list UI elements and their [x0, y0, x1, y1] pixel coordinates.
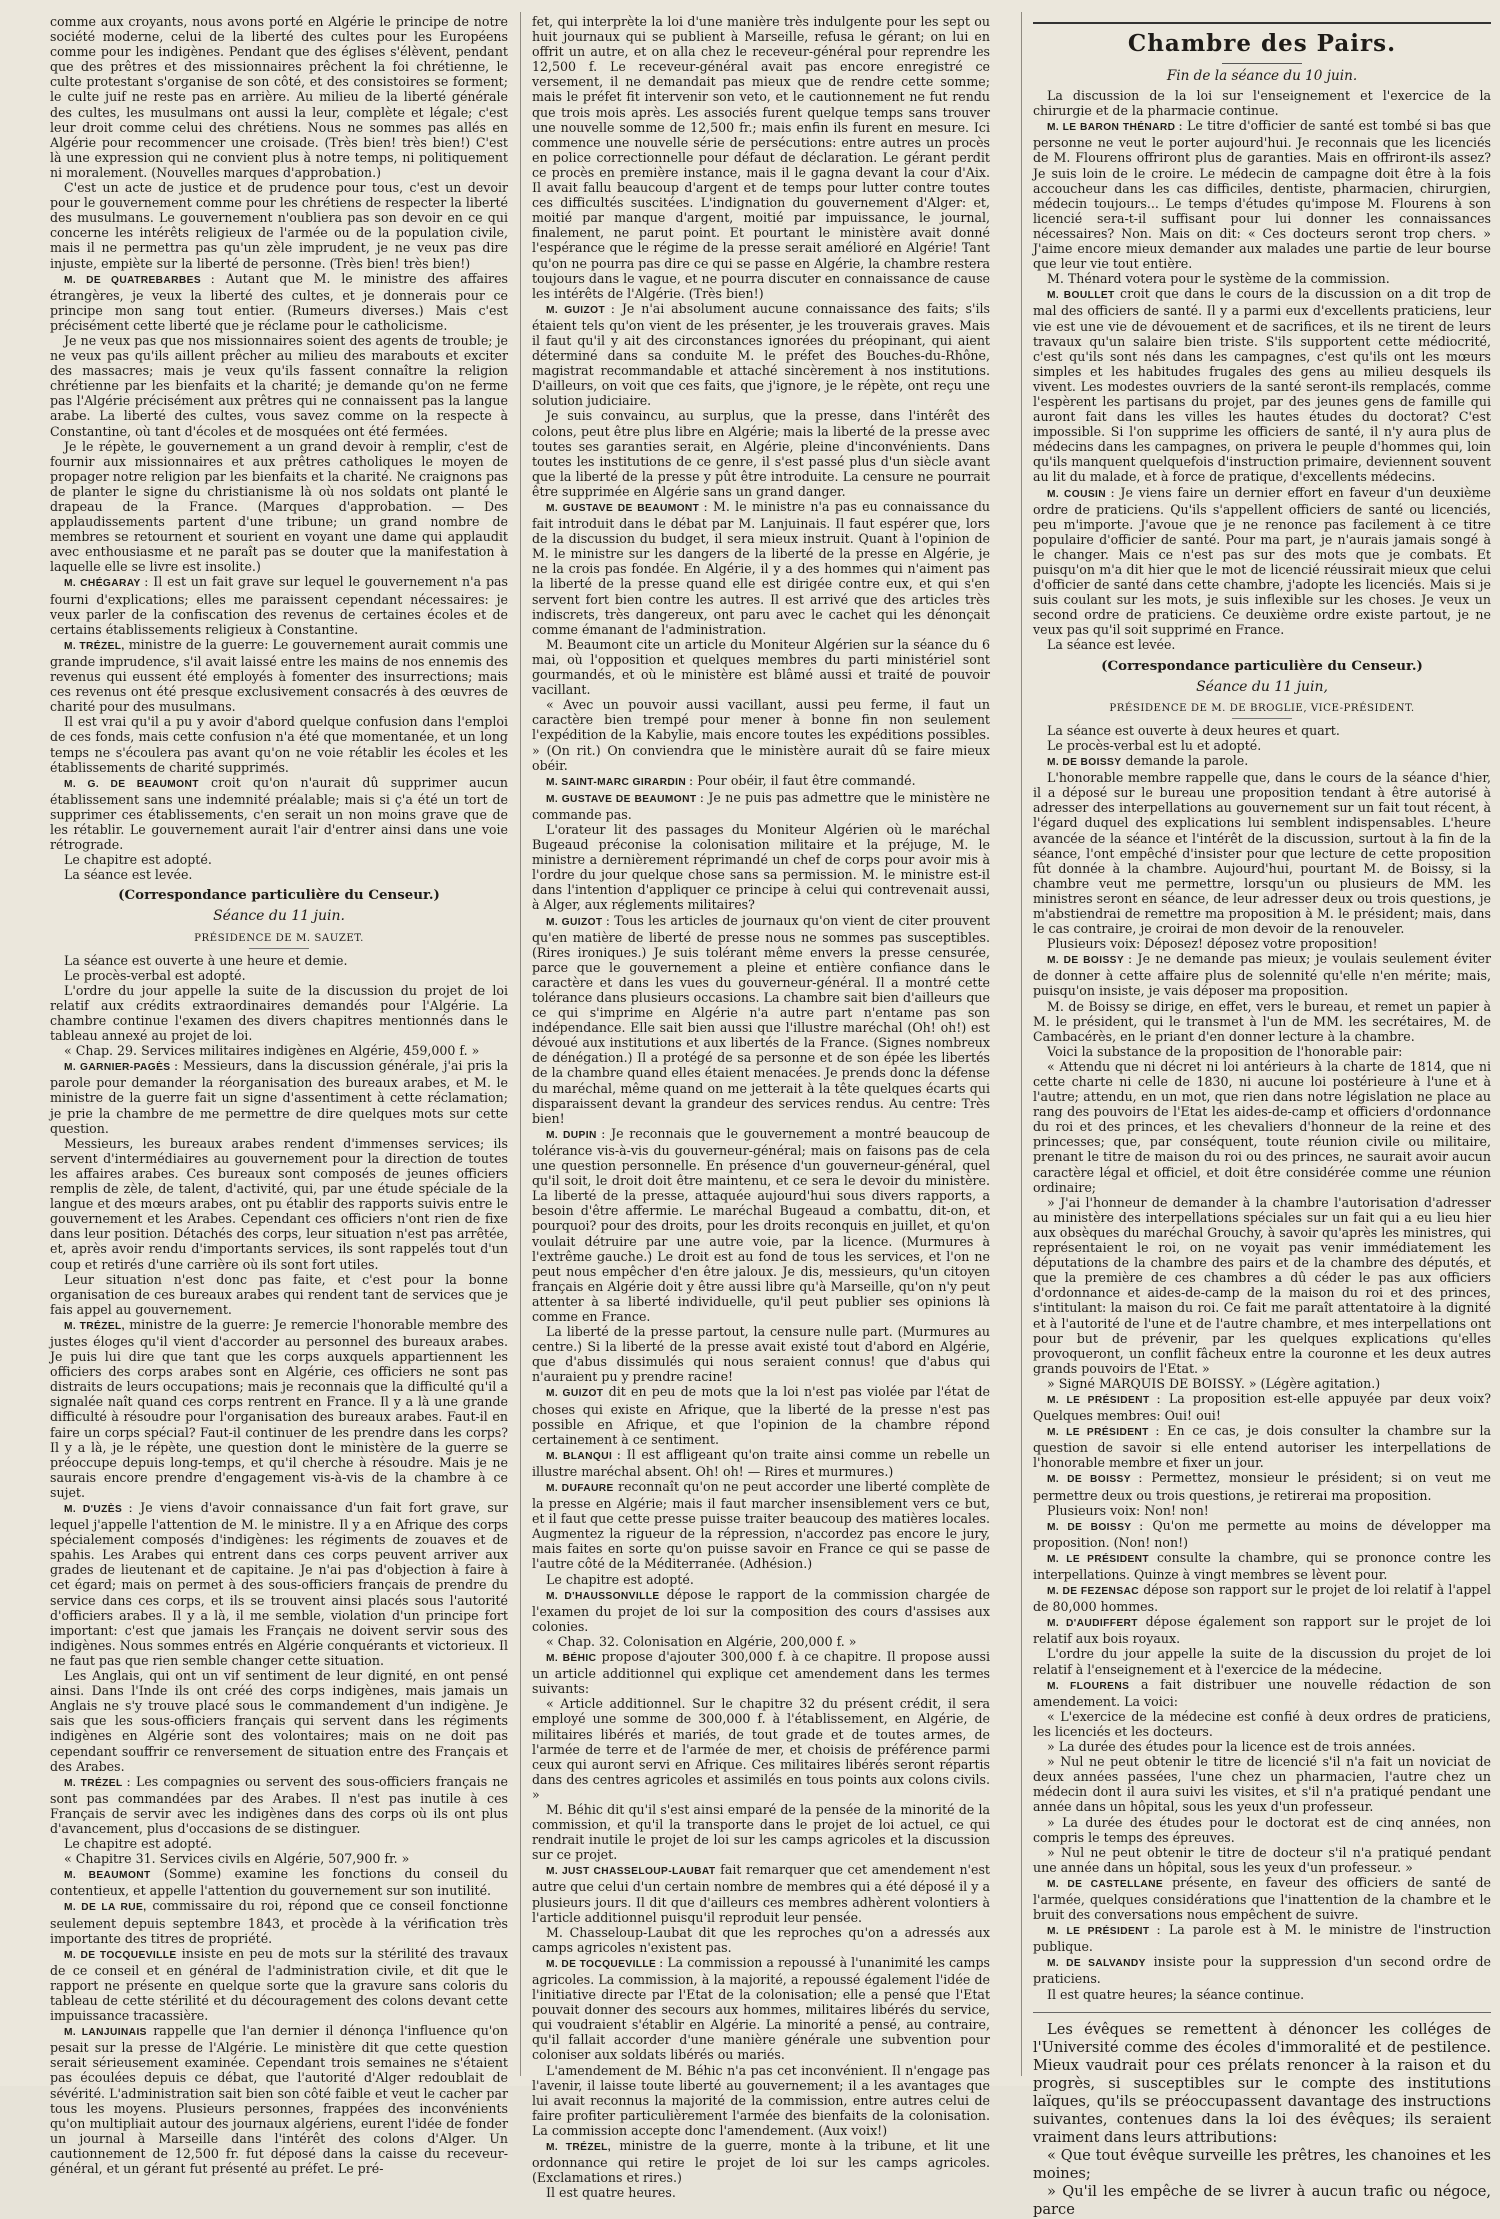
speaker-name: M. TRÉZEL, — [64, 640, 125, 652]
speaker-name: M. DE BOISSY : — [1047, 1474, 1143, 1486]
paragraph-text: » Signé MARQUIS DE BOISSY. » (Légère agitation.) — [1047, 1375, 1381, 1391]
speech-paragraph — [1033, 1954, 1491, 1986]
speech-paragraph — [1033, 118, 1491, 271]
paragraph-text: M. le ministre n'a pas eu connaissance du fait introduit dans le débat par M. Lanjuinais. Il faut espérer que, lors de la discussion du budget, il sera mieux instruit. Quant à l'opinion de M. le ministre sur les dangers de la liberté de la presse en Algérie, je ne la crois pas fondée. En Algérie, il y a des hommes qui n'aiment pas la liberté de la presse quand elle est dirigée contre eux, et qui s'en servent fort bien contre les autres. Il est arrivé que des articles très indiscrets, très dangereux, ont paru avec le cachet qui les dénonçait comme émanant de l'administration. — [532, 499, 990, 637]
speech-paragraph — [50, 574, 508, 636]
speech-paragraph — [50, 1774, 508, 1836]
speech-paragraph — [532, 1447, 990, 1479]
speaker-name: M. GUIZOT : — [546, 916, 610, 928]
speech-paragraph — [532, 1955, 990, 2063]
speech-paragraph — [50, 1500, 508, 1668]
speaker-name: M. DUFAURE — [546, 1483, 614, 1494]
paragraph-text: » J'ai l'honneur de demander à la chambre l'autorisation d'adresser au ministère des interpellations spéciales sur un fait qui a eu lieu hier aux obsèques du maréchal Grouchy, à savoir qu'après les ministres, qui représentaient le roi, on ne voyait pas venir immédiatement les députations de la chambre des pairs et de la chambre des députés, et que la première de ces chambres a dû céder le pas aux officiers d'ordonnance et aides-de-camp de la maison du roi et des princes, s'intitulant: la maison du roi. Ce fait me paraît attentatoire à la dignité et à l'autorité de l'une et de l'autre chambre, et mes interpellations ont pour but de prévenir, par les quelques explications qu'elles provoqueront, un conflit fâcheux entre la couronne et les deux autres grands pouvoirs de l'Etat. » — [1033, 1194, 1491, 1376]
speech-paragraph — [532, 697, 990, 772]
paragraph-text: croit que dans le cours de la discussion on a dit trop de mal des officiers de santé. Il y a parmi eux d'excellents praticiens, leur vie est une vie de dévouement et de sacrifices, et ils ne tirent de leurs travaux qu'un salaire bien triste. S'ils supportent cette médiocrité, c'est qu'ils sont nés dans les campagnes, c'est qu'ils ont les mœurs simples et les habitudes frugales des gens au milieu desquels ils vivent. Les modestes ouvriers de la santé seront-ils remplacés, comme l'espèrent les partisans du projet, par des jeunes gens de famille qui auront fait dans les villes les hautes études du doctorat? C'est impossible. Si l'on supprime les officiers de santé, il n'y aura plus de médecins dans les campagnes, on privera le peuple d'hommes qui, loin qu'ils manquent quelquefois d'instruction primaire, deviennent souvent au lit du malade, et à force de pratique, d'excellents médecins. — [1033, 286, 1491, 485]
paragraph-text: commissaire du roi, répond que ce conseil fonctionne seulement depuis septembre 1843, et procède à la vérification très importante des titres de propriété. — [50, 1898, 508, 1946]
speech-paragraph — [532, 1384, 990, 1446]
speech-paragraph — [50, 867, 508, 882]
column-middle — [532, 14, 991, 2201]
speech-paragraph — [50, 180, 508, 271]
paragraph-text: fait remarquer que cet amendement n'est autre que celui d'un certain nombre de membres qui a été déposé il y a plusieurs jours. Il dit que d'ailleurs ces membres adhèrent volontiers à l'article additionnel puisqu'il reproduit leur pensée. — [532, 1862, 990, 1925]
chamber-title: Chambre des Pairs. — [1127, 30, 1397, 57]
paragraph-text: La séance est levée. — [64, 867, 193, 883]
speaker-name: M. CHÉGARAY : — [64, 578, 149, 590]
speech-paragraph — [1033, 1739, 1491, 1754]
speaker-name: M. D'UZÈS : — [64, 1504, 133, 1515]
speech-paragraph — [50, 439, 508, 575]
speaker-name: M. G. DE BEAUMONT — [64, 778, 199, 790]
paragraph-text: En ce cas, je dois consulter la chambre sur la question de savoir si elle entend autoriser les interpellations de l'honorable membre et fixer un jour. — [1033, 1423, 1491, 1471]
paragraph-text: reconnaît qu'on ne peut accorder une liberté complète de la presse en Algérie; mais il faut marcher insensiblement vers ce but, et il faut que cette presse puisse traiter beaucoup des matières locales. Augmentez la rigueur de la répression, n'accordez pas encore le jury, mais faites en sorte qu'on puisse savoir en France ce qui se passe de l'autre côté de la Méditerranée. (Adhésion.) — [532, 1479, 990, 1572]
paragraph-text: Le chapitre est adopté. — [546, 1571, 694, 1587]
speech-paragraph — [50, 1866, 508, 1898]
paragraph-text: Les compagnies ou servent des sous-officiers français ne sont pas commandées par des Arabes. Il n'est pas inutile à ces Français de servir avec les indigènes dans des corps où ils ont plus d'avancement, plus d'occasions de se distinguer. — [50, 1773, 508, 1836]
chamber-subtitle: Fin de la séance du 10 juin. — [1166, 68, 1358, 84]
speech-paragraph — [1033, 1518, 1491, 1550]
speech-paragraph — [50, 1946, 508, 2023]
speech-paragraph — [50, 1668, 508, 1774]
paragraph-text: « Article additionnel. Sur le chapitre 32 du présent crédit, il sera employé une somme de 300,000 f. à l'établissement, en Algérie, de militaires libérés et mariés, de tout grade et de toutes armes, de l'armée de terre et de l'armée de mer, et choisis de préférence parmi ceux qui auront servi en Afrique. Ces militaires libérés seront répartis dans des centres agricoles et assimilés en tous points aux colons civils. » — [532, 1696, 990, 1802]
speaker-name: M. BLANQUI : — [546, 1450, 621, 1462]
speech-paragraph — [532, 822, 990, 913]
paragraph-text: La commission a repoussé à l'unanimité les camps agricoles. La commission, à la majorité, a repoussé également l'idée de l'initiative directe par l'Etat de la colonisation; elle a pensé que l'Etat pouvait donner des secours aux hommes, militaires libérés du service, qui voudraient s'établir en Algérie. La minorité a pensé, au contraire, qu'il fallait accorder d'une manière générale une subvention pour coloniser aux soldats libérés ou mariés. — [532, 1954, 990, 2063]
paragraph-text: Je ne demande pas mieux; je voulais seulement éviter de donner à cette affaire plus de solennité qu'elle n'en mérite; mais, puisqu'on insiste, je vais déposer ma proposition. — [1033, 951, 1491, 999]
speaker-name: M. LE PRÉSIDENT : — [1047, 1427, 1160, 1439]
speech-paragraph — [1033, 1709, 1491, 1739]
paragraph-text: ministre de la guerre: Le gouvernement aurait commis une grande imprudence, s'il avait laissé entre les mains de nos ennemis des revenus qui eussent été employés à fomenter des insurrections; mais ces revenus ont été presque exclusivement consacrés à des œuvres de charité pour des musulmans. — [50, 636, 508, 715]
article-paragraph: » Qu'il les empêche de se livrer à aucun trafic ou négoce, parce — [1033, 2182, 1491, 2218]
speech-paragraph — [50, 14, 508, 180]
paragraph-text: présente, en faveur des officiers de santé de l'armée, quelques considérations que l'inattention de la chambre et le bruit des conversations nous empêchent de suivre. — [1033, 1874, 1491, 1923]
paragraph-text: rappelle que l'an dernier il dénonça l'influence qu'on pesait sur la presse de l'Algérie. Le ministère dit que cette question serait sérieusement examinée. Cependant trois semaines ne s'étaient pas écoulées depuis ce débat, que l'autorité d'Alger redoublait de sévérité. L'administration sait bien son côté faible et veut le cacher par tous les moyens. Plusieurs personnes, frappées des inconvénients qu'on multipliait autour des journaux algériens, eurent l'idée de fonder un journal à Marseille dans l'intérêt des colons d'Alger. Un cautionnement de 12,500 fr. fut déposé dans la caisse du receveur-général, et un gérant fut présenté au préfet. Le pré- — [50, 2023, 508, 2177]
speech-paragraph — [532, 2063, 990, 2138]
speaker-name: M. SAINT-MARC GIRARDIN : — [546, 776, 694, 788]
speech-paragraph — [532, 499, 990, 637]
speech-paragraph — [532, 1925, 990, 1955]
paragraph-text: dépose également son rapport sur le projet de loi relatif aux bois royaux. — [1033, 1614, 1492, 1647]
paragraph-text: Je ne puis pas admettre que le ministère ne commande pas. — [532, 789, 990, 822]
speech-paragraph — [1033, 88, 1491, 118]
speech-paragraph — [50, 637, 508, 714]
title-rule — [1222, 63, 1302, 64]
speech-paragraph — [50, 968, 508, 983]
speaker-name: M. DE LA RUE, — [64, 1902, 147, 1914]
speech-paragraph — [1033, 1815, 1491, 1845]
paragraph-text: Je viens d'avoir connaissance d'un fait fort grave, sur lequel j'appelle l'attention de M. le ministre. Il y a en Afrique des corps spécialement composés d'indigènes: les régiments de zouaves et de spahis. Les Arabes qui entrent dans ces corps peuvent arriver aux grades de lieutenant et de capitaine. Je n'ai pas d'objection à faire à cet égard; mais on permet à des sous-officiers français de prendre du service dans ces corps, et ils se trouvent ainsi placés sous l'autorité d'officiers arabes. Il y a là, il me semble, violation d'un principe fort important: c'est que jamais les Français ne doivent servir sous des indigènes. Nous sommes entrés en Algérie conquérants et victorieux. Il ne faut pas que rien semble changer cette situation. — [50, 1500, 508, 1668]
column-left — [50, 14, 509, 2177]
speech-paragraph — [1033, 637, 1491, 652]
paragraph-text: Je reconnais que le gouvernement a montré beaucoup de tolérance vis-à-vis du gouverneur-général; mais on faisons pas de cela une question personnelle. En présence d'un gouverneur-général, quel qu'il soit, le droit doit être maintenu, et ce sera le devoir du ministère. La liberté de la presse, attaquée aujourd'hui sous divers rapports, a besoin d'être affermie. Le maréchal Bugeaud a combattu, dit-on, et pourquoi? pour des droits, pour les droits reconquis en juillet, et qu'on voulait détruire par une autre voie, par la licence. (Murmures à l'extrême gauche.) Le droit est au fond de tous les services, et l'on ne peut nous empêcher d'en être jaloux. Je dis, messieurs, qu'un citoyen français en Algérie doit y être aussi libre qu'à Marseille, qu'on n'y peut attenter à sa liberté individuelle, qu'il peut publier ses opinions là comme en France. — [532, 1125, 990, 1324]
speech-paragraph — [532, 1126, 990, 1324]
speech-paragraph — [532, 1634, 990, 1649]
paragraph-text: La séance est ouverte à une heure et demie. — [64, 952, 348, 968]
paragraph-text: Le titre d'officier de santé est tombé si bas que personne ne veut le porter aujourd'hui. Je reconnais que les licenciés de M. Flourens offriront plus de garanties. Mais en offriront-ils assez? Je suis loin de le croire. Le médecin de campagne doit être à la fois accoucheur dans les cas difficiles, dentiste, pharmacien, chirurgien, médecin toujours... Le temps d'études qu'impose M. Flourens à son licencié sera-t-il suffisant pour lui donner les connaissances nécessaires? Non. Mais on dit: « Ces docteurs seront trop chers. » J'aime encore mieux demander aux malades une partie de leur bourse que leur vie tout entière. — [1033, 118, 1491, 272]
speech-paragraph — [1033, 1059, 1491, 1195]
seance-title: Séance du 11 juin, — [1196, 678, 1328, 695]
paragraph-text: Je viens faire un dernier effort en faveur d'un deuxième ordre de praticiens. Qu'ils s'appellent officiers de santé ou licenciés, peu m'importe. J'avoue que je ne renonce pas facilement à ce titre populaire d'officier de santé. Pour ma part, je n'aurais jamais songé à le changer. Mais ce n'est pas sur des mots que je combats. Et puisqu'on m'a dit hier que le mot de licencié réussirait mieux que celui d'officier de santé dans cette chambre, j'adopte les licenciés. Mais si je suis coulant sur les mots, je suis inflexible sur les choses. Je veux un second ordre de praticiens. Ce deuxième ordre existe partout, je ne veux pas qu'il soit supprimé en France. — [1033, 484, 1491, 638]
speech-paragraph — [50, 1136, 508, 1272]
paragraph-text: La liberté de la presse partout, la censure nulle part. (Murmures au centre.) Si la liberté de la presse avait existé tout d'abord en Algérie, que d'abus dissimulés qui nous seraient connus! que d'abus qui n'auraient pu y prendre racine! — [532, 1324, 990, 1385]
speech-paragraph — [50, 953, 508, 968]
paragraph-text: Tous les articles de journaux qu'on vient de citer prouvent qu'en matière de liberté de presse nous ne sommes pas susceptibles. (Rires ironiques.) Je suis tolérant même envers la presse censurée, parce que le gouvernement a pleine et entière confiance dans le caractère et dans les vues du gouverneur-général. Il a montré cette tolérance dans plusieurs occasions. La chambre sait bien d'ailleurs que ce qui s'imprime en Algérie n'a autre part n'entame pas son indépendance. Elle sait bien aussi que l'illustre maréchal (Oh! oh!) est dévoué aux institutions et aux libertés de la France. (Signes nombreux de dénégation.) Il a protégé de sa personne et de son épée les libertés de la chambre quand elles étaient menacées. Je prends donc la défense du maréchal, même quand on me jetterait à la tête quelques écarts qui disparaissent devant la grandeur des services rendus. Au centre: Très bien! — [532, 912, 990, 1126]
paragraph-text: M. Chasseloup-Laubat dit que les reproches qu'on a adressés aux camps agricoles n'existent pas. — [532, 1924, 990, 1955]
speech-paragraph — [1033, 936, 1491, 951]
paragraph-text: « Avec un pouvoir aussi vacillant, aussi peu ferme, il faut un caractère bien trempé pour mener à bonne fin non seulement l'expédition de la Kabylie, mais encore toutes les expéditions possibles. » (On rit.) On conviendra que le ministère aurait dû se faire mieux obéir. — [532, 697, 990, 773]
speaker-name: M. LE BARON THÉNARD : — [1047, 122, 1183, 134]
speaker-name: M. DE TOCQUEVILLE : — [546, 1958, 664, 1970]
speech-paragraph — [532, 408, 990, 499]
speaker-name: M. TRÉZEL : — [64, 1777, 131, 1789]
paragraph-text: » La durée des études pour la licence est de trois années. — [1047, 1739, 1416, 1755]
paragraph-text: « Chap. 29. Services militaires indigènes en Algérie, 459,000 f. » — [64, 1043, 480, 1059]
column-rule — [1021, 12, 1022, 2076]
paragraph-text: Le chapitre est adopté. — [64, 852, 212, 868]
speaker-name: M. GARNIER-PAGÈS : — [64, 1062, 179, 1074]
speech-paragraph — [1033, 951, 1491, 998]
column-rule — [520, 12, 521, 2076]
paragraph-text: Je n'ai absolument aucune connaissance des faits; s'ils étaient tels qu'on vient de les présenter, je les trouverais graves. Mais il faut qu'il y ait des circonstances ignorées du préopinant, qui aient déterminé dans sa conduite M. le préfet des Bouches-du-Rhône, magistrat recommandable et attaché sincèrement à nos institutions. D'ailleurs, on voit que ces faits, que j'ignore, je le répète, ont reçu une solution judiciaire. — [532, 300, 990, 409]
paragraph-text: fet, qui interprète la loi d'une manière très indulgente pour les sept ou huit journaux qui se publient à Marseille, refusa le gérant; on lui en offrit un autre, et on alla chez le receveur-général pour reprendre les 12,500 f. Le receveur-général avait pas encore enregistré ce versement, il ne demandait pas mieux que de rendre cette somme; mais le préfet fit intervenir son veto, et le cautionnement ne fut rendu que trois mois après. Les associés furent quelque temps sans trouver une nouvelle somme de 12,500 fr.; mais enfin ils furent en mesure. Ici commence une nouvelle série de persécutions: entre autres un procès en police correctionnelle pour défaut de déclaration. Le gérant perdit ce procès en première instance, mais il le gagna devant la cour d'Aix. Il avait fallu beaucoup d'argent et de temps pour lutter contre toutes ces difficultés suscitées. L'indignation du gouvernement d'Alger: et, moitié par manque d'argent, moitié par impuissance, le journal, finalement, ne parut point. Et pourtant le ministère avait donné l'espérance que le régime de la presse serait amélioré en Algérie! Tant qu'on ne pourra pas dire ce qui se passe en Algérie, la chambre restera toujours dans le vague, et ne pourra discuter en connaissance de cause les intérêts de l'Algérie. (Très bien!) — [532, 14, 990, 301]
paragraph-text: « Attendu que ni décret ni loi antérieurs à la charte de 1814, que ni cette charte ni celle de 1830, ni aucune loi postérieure à l'une et à l'autre; attendu, en un mot, que rien dans notre législation ne place au rang des pouvoirs de l'Etat les aides-de-camp et officiers d'ordonnance du roi et des princes, et les chevaliers d'honneur de la reine et des princesses; que, par conséquent, toute réunion civile ou militaire, prenant le titre de maison du roi ou des princes, ne saurait avoir aucun caractère légal et officiel, et doit être considérée comme une réunion ordinaire; — [1033, 1058, 1491, 1195]
section-divider — [1033, 2012, 1491, 2013]
seance-title: Séance du 11 juin. — [213, 908, 345, 925]
speaker-name: M. FLOURENS — [1047, 1680, 1130, 1692]
speaker-name: M. COUSIN : — [1047, 488, 1115, 500]
paragraph-text: Il est vrai qu'il a pu y avoir d'abord quelque confusion dans l'emploi de ces fonds, mais cette confusion n'a été que momentanée, et un long temps ne s'écoulera pas avant qu'on ne voie rétablir les écoles et les établissements de charité supprimés. — [50, 714, 508, 775]
article-paragraph: « Que tout évêque surveille les prêtres, les chanoines et les moines; — [1033, 2146, 1491, 2182]
speaker-name: M. GUIZOT : — [546, 304, 615, 316]
speech-paragraph — [1033, 1391, 1491, 1423]
paragraph-text: Autant que M. le ministre des affaires étrangères, je veux la liberté des cultes, et je donnerais pour ce principe mon sang tout entier. (Rumeurs diverses.) Mais c'est précisément cette liberté que je réclame pour le catholicisme. — [50, 270, 508, 333]
chamber-header — [1033, 22, 1491, 84]
speech-paragraph — [532, 14, 990, 301]
speaker-name: M. TRÉZEL, — [546, 2142, 611, 2154]
paragraph-text: La séance est levée. — [1047, 637, 1176, 653]
paragraph-text: « L'exercice de la médecine est confié à deux ordres de praticiens, les licenciés et les docteurs. — [1033, 1708, 1491, 1739]
paragraph-text: M. de Boissy se dirige, en effet, vers le bureau, et remet un papier à M. le président, qui le transmet à l'un de MM. les secrétaires, M. de Cambacérès, en le priant d'en donner lecture à la chambre. — [1033, 998, 1491, 1044]
article-paragraph: Les évêques se remettent à dénoncer les colléges de l'Université comme des écoles d'immoralité et de pestilence. Mieux vaudrait pour ces prélats renoncer à la raison et du progrès, si susceptibles sur le compte des institutions laïques, qu'ils se préoccupassent davantage des instructions suivantes, contenues dans la loi des évêques; ils seraient vraiment dans leurs attributions: — [1033, 2020, 1491, 2146]
speech-paragraph — [1033, 1614, 1491, 1646]
speech-paragraph — [532, 2138, 990, 2185]
speaker-name: M. GUSTAVE DE BEAUMONT : — [546, 503, 708, 514]
speech-paragraph — [50, 1851, 508, 1866]
paragraph-text: La parole est à M. le ministre de l'instruction publique. — [1033, 1922, 1491, 1955]
speech-paragraph — [50, 271, 508, 333]
paragraph-text: » Nul ne peut obtenir le titre de licencié s'il n'a fait un noviciat de deux années passées, l'une chez un pharmacien, l'autre chez un médecin dont il aura suivi les visites, et s'il n'a pratiqué pendant une année dans un hôpital, sous les yeux d'un professeur. — [1033, 1754, 1491, 1815]
speech-paragraph — [1033, 286, 1491, 484]
correspondence-heading: (Correspondance particulière du Censeur.) — [118, 887, 440, 904]
speech-paragraph — [532, 1862, 990, 1924]
correspondence-heading: (Correspondance particulière du Censeur.) — [1101, 657, 1423, 674]
paragraph-text: a fait distribuer une nouvelle rédaction de son amendement. La voici: — [1033, 1676, 1491, 1709]
speech-paragraph — [532, 1696, 990, 1802]
speaker-name: M. LANJUINAIS — [64, 2027, 147, 2039]
paragraph-text: demande la parole. — [1125, 753, 1249, 769]
speech-paragraph — [1033, 271, 1491, 286]
paragraph-text: L'ordre du jour appelle la suite de la discussion du projet de loi relatif aux crédits extraordinaires demandés pour l'Algérie. La chambre continue l'examen des divers chapitres mentionnés dans le tableau annexé au projet de loi. — [50, 982, 508, 1044]
speaker-name: M. DE QUATREBARBES : — [64, 274, 215, 286]
paragraph-text: Voici la substance de la proposition de l'honorable pair: — [1047, 1043, 1403, 1059]
paragraph-text: croit qu'on n'aurait dû supprimer aucun établissement sans une indemnité préalable; mais si ç'a été un tort de supprimer ces établissements, c'en serait un non moins grave que de les rétablir. Le gouvernement aurait l'air d'entrer ainsi dans une voie rétrograde. — [50, 774, 508, 853]
paragraph-text: comme aux croyants, nous avons porté en Algérie le principe de notre société moderne, celui de la liberté des cultes pour les Européens comme pour les indigènes. Pendant que des églises s'élèvent, pendant que des prêtres et des missionnaires prêchent la foi chrétienne, le culte protestant s'organise de son côté, et des consistoires se forment; le culte juif ne reste pas en arrière. Au milieu de la liberté générale des cultes, les musulmans ont aussi la leur, complète et légale; c'est leur droit comme celui des chrétiens. Nous ne sommes pas allés en Algérie pour recommencer une croisade. (Très bien! très bien!) C'est là une expression qui ne convient plus à notre temps, ni politiquement ni moralement. (Nouvelles marques d'approbation.) — [50, 14, 508, 180]
paragraph-text: Le procès-verbal est adopté. — [64, 967, 246, 983]
speech-paragraph — [50, 1043, 508, 1058]
paragraph-text: M. Béhic dit qu'il s'est ainsi emparé de la pensée de la minorité de la commission, et qu'il la transporte dans le projet de loi actuel, ce qui rendrait inutile le projet de loi sur les camps agricoles et la discussion sur ce projet. — [532, 1801, 990, 1863]
header-rule — [1033, 22, 1491, 24]
speech-paragraph — [50, 1317, 508, 1500]
speech-paragraph — [532, 1572, 990, 1587]
speech-paragraph — [532, 1649, 990, 1696]
speech-paragraph — [50, 1898, 508, 1945]
paragraph-text: Plusieurs voix: Déposez! déposez votre proposition! — [1047, 936, 1378, 952]
speech-paragraph — [50, 775, 508, 852]
paragraph-text: Les Anglais, qui ont un vif sentiment de leur dignité, en ont pensé ainsi. Dans l'Inde ils ont créé des corps indigènes, mais jamais un Anglais ne s'y trouve placé sous le commandement d'un indigène. Je sais que les sous-officiers français qui servent dans les régiments indigènes en Algérie sont des volontaires; mais on ne doit pas cependant souffrir ce renversement de situation entre des Français et des Arabes. — [50, 1668, 508, 1774]
paragraph-text: L'orateur lit des passages du Moniteur Algérien où le maréchal Bugeaud préconise la colonisation militaire et la préjuge, M. le ministre a dernièrement réprimandé un chef de corps pour avoir mis à l'ordre du jour quelque chose sans sa permission. M. le ministre est-il dans l'intention d'appliquer ce principe à celui qui contrevenait aussi, à Alger, aux réglements militaires? — [532, 821, 990, 913]
speech-paragraph — [1033, 1503, 1491, 1518]
presidency-line: PRÉSIDENCE DE M. SAUZET. — [194, 932, 364, 944]
column-right — [1033, 14, 1492, 2218]
speech-paragraph — [1033, 1470, 1491, 1502]
seance-rule — [1232, 718, 1292, 719]
speaker-name: M. DE BOISSY : — [1047, 1521, 1144, 1533]
speech-paragraph — [1033, 1195, 1491, 1376]
speaker-name: M. TRÉZEL, — [64, 1320, 125, 1332]
speaker-name: M. DE FEZENSAC — [1047, 1586, 1140, 1598]
paragraph-text: L'honorable membre rappelle que, dans le cours de la séance d'hier, il a déposé sur le bureau une proposition tendant à être autorisé à adresser des interpellations au gouvernement sur un fait tout récent, à l'égard duquel des explications lui semblent indispensables. L'heure avancée de la séance et l'intérêt de la discussion, surtout à la fin de la séance, l'ont empêché d'insister pour que lecture de cette proposition fût donnée à la chambre. Aujourd'hui, pourtant M. de Boissy, si la chambre veut me permettre, lorsqu'un ou plusieurs de MM. les ministres seront en séance, de leur adresser deux ou trois questions, je m'abstiendrai de remettre ma proposition à M. le président; mais, dans le cas contraire, je croirai de mon devoir de la renouveler. — [1033, 770, 1491, 937]
paragraph-text: M. Thénard votera pour le système de la commission. — [1047, 271, 1390, 287]
presidency-line: PRÉSIDENCE DE M. DE BROGLIE, VICE-PRÉSIDENT. — [1109, 702, 1415, 714]
paragraph-text: propose d'ajouter 300,000 f. à ce chapitre. Il propose aussi un article additionnel qui explique cet amendement dans les termes suivants: — [532, 1649, 990, 1697]
paragraph-text: dépose son rapport sur le projet de loi relatif à l'appel de 80,000 hommes. — [1033, 1582, 1491, 1615]
speech-paragraph — [50, 333, 508, 439]
paragraph-text: insiste pour la suppression d'un second ordre de praticiens. — [1033, 1954, 1491, 1987]
speech-paragraph — [532, 2185, 990, 2200]
speech-paragraph — [532, 1587, 990, 1634]
speech-paragraph — [532, 1479, 990, 1572]
speech-paragraph — [1033, 1376, 1491, 1391]
speech-paragraph — [1033, 1646, 1491, 1676]
speaker-name: M. BOULLET — [1047, 290, 1115, 302]
paragraph-text: (Somme) examine les fonctions du conseil du contentieux, et appelle l'attention du gouvernement sur son inutilité. — [50, 1866, 508, 1899]
paragraph-text: L'amendement de M. Béhic n'a pas cet inconvénient. Il n'engage pas l'avenir, il laisse toute liberté au gouvernement; il a les avantages que lui avait reconnus la majorité de la commission, entre autres celui de faire profiter particulièrement l'armée des bienfaits de la colonisation. La commission accepte donc l'amendement. (Aux voix!) — [532, 2062, 990, 2138]
speaker-name: M. DE TOCQUEVILLE — [64, 1949, 177, 1961]
paragraph-text: Permettez, monsieur le président; si on veut me permettre deux ou trois questions, je retirerai ma proposition. — [1033, 1470, 1491, 1503]
speech-paragraph — [1033, 723, 1491, 738]
speech-paragraph — [50, 1272, 508, 1317]
paragraph-text: Il est quatre heures. — [546, 2185, 676, 2201]
speaker-name: M. DE BOISSY : — [1047, 955, 1133, 967]
paragraph-text: » La durée des études pour le doctorat est de cinq années, non compris le temps des épreuves. — [1033, 1814, 1491, 1845]
speaker-name: M. DE BOISSY — [1047, 757, 1122, 769]
paragraph-text: « Chap. 32. Colonisation en Algérie, 200,000 f. » — [546, 1633, 857, 1649]
seance-rule — [249, 948, 309, 949]
paragraph-text: La discussion de la loi sur l'enseignement et l'exercice de la chirurgie et de la pharmacie continue. — [1033, 88, 1491, 119]
speech-paragraph — [1033, 1550, 1491, 1582]
paragraph-text: Je ne veux pas que nos missionnaires soient des agents de trouble; je ne veux pas qu'ils aillent prêcher au milieu des marabouts et exciter des massacres; mais je veux qu'ils fassent connaître la religion chrétienne par les bienfaits et la charité; je demande qu'on ne ferme pas l'Algérie précisément aux prêtres qui ne connaissent pas la langue arabe. La liberté des cultes, vous savez comme on la respecte à Constantine, où tant d'écoles et de mosquées ont été fermées. — [50, 332, 508, 439]
speech-paragraph — [532, 301, 990, 409]
paragraph-text: La proposition est-elle appuyée par deux voix? Quelques membres: Oui! oui! — [1033, 1390, 1491, 1424]
speech-paragraph — [50, 852, 508, 867]
speech-paragraph — [1033, 770, 1491, 936]
speech-paragraph — [1033, 485, 1491, 638]
paragraph-text: Je suis convaincu, au surplus, que la presse, dans l'intérêt des colons, peut être plus libre en Algérie; mais la liberté de la presse avec toutes ses garanties serait, en Algérie, pleine d'inconvénients. Dans toutes les institutions de ce genre, il s'est passé plus d'un siècle avant que la liberté de la presse y pût être introduite. La censure ne pourrait être supprimée en Algérie sans un grand danger. — [532, 408, 990, 499]
speech-paragraph — [1033, 1875, 1491, 1922]
speech-paragraph — [532, 790, 990, 822]
paragraph-text: Je le répète, le gouvernement a un grand devoir à remplir, c'est de fournir aux missionnaires et aux prêtres catholiques le moyen de propager notre religion par les bienfaits et la charité. Ne craignons pas de planter le signe du christianisme là où nos soldats ont planté le drapeau de la France. (Marques d'approbation. — Des applaudissements partent d'une tribune; un grand nombre de membres se retournent et sourient en voyant une dame qui applaudit avec enthousiasme et ne paraît pas se douter que la manifestation à laquelle elle se livre est insolite.) — [50, 438, 508, 575]
paragraph-text: « Chapitre 31. Services civils en Algérie, 507,900 fr. » — [64, 1851, 410, 1867]
paragraph-text: Qu'on me permette au moins de développer ma proposition. (Non! non!) — [1033, 1517, 1491, 1550]
speech-paragraph — [50, 714, 508, 774]
paragraph-text: Il est quatre heures; la séance continue. — [1047, 1986, 1305, 2002]
paragraph-text: Pour obéir, il faut être commandé. — [697, 772, 916, 788]
paragraph-text: consulte la chambre, qui se prononce contre les interpellations. Quinze à vingt membres se lèvent pour. — [1033, 1549, 1491, 1582]
speaker-name: M. D'HAUSSONVILLE — [546, 1590, 660, 1602]
paragraph-text: Le procès-verbal est lu et adopté. — [1047, 737, 1262, 753]
speaker-name: M. JUST CHASSELOUP-LAUBAT — [546, 1866, 716, 1878]
speaker-name: M. BÉHIC — [546, 1653, 597, 1665]
paragraph-text: Messieurs, dans la discussion générale, j'ai pris la parole pour demander la réorganisation des bureaux arabes, et M. le ministre de la guerre fait un signe d'assentiment à cette réclamation; je prie la chambre de me permettre de dire quelques mots sur cette question. — [50, 1058, 508, 1136]
speech-paragraph — [1033, 1423, 1491, 1470]
speech-paragraph — [50, 1836, 508, 1851]
paragraph-text: M. Beaumont cite un article du Moniteur Algérien sur la séance du 6 mai, où l'opposition et quelques membres du parti ministériel sont gourmandés, et où le ministère est blâmé aussi et traité de pouvoir vacillant. — [532, 636, 990, 698]
speaker-name: M. LE PRÉSIDENT — [1047, 1553, 1150, 1565]
speaker-name: M. BEAUMONT — [64, 1870, 151, 1882]
paragraph-text: dépose le rapport de la commission chargée de l'examen du projet de loi sur la composition des cours d'assises aux colonies. — [532, 1586, 991, 1634]
paragraph-text: L'ordre du jour appelle la suite de la discussion du projet de loi relatif à l'enseignement et à l'exercice de la médecine. — [1033, 1646, 1491, 1677]
speech-paragraph — [1033, 738, 1491, 753]
speaker-name: M. DUPIN : — [546, 1129, 606, 1141]
speech-paragraph — [1033, 1677, 1491, 1709]
speech-paragraph — [1033, 1922, 1491, 1954]
paragraph-text: » Nul ne peut obtenir le titre de docteur s'il n'a pratiqué pendant une année dans un hôpital, sous les yeux d'un professeur. » — [1033, 1844, 1491, 1875]
paragraph-text: Leur situation n'est donc pas faite, et c'est pour la bonne organisation de ces bureaux arabes qui rendent tant de services que je fais appel au gouvernement. — [50, 1271, 508, 1317]
speech-paragraph — [532, 1324, 990, 1384]
speech-paragraph — [532, 1802, 990, 1862]
speaker-name: M. DE CASTELLANE — [1047, 1878, 1164, 1890]
speech-paragraph — [50, 2023, 508, 2176]
speech-paragraph — [1033, 1987, 1491, 2002]
paragraph-text: insiste en peu de mots sur la stérilité des travaux de ce conseil et en général de l'administration civile, et dit que le rapport ne présente en quelque sorte que la gravure sans coloris du tableau de cette stérilité et du découragement des colons devant cette impuissance tracassière. — [50, 1945, 508, 2024]
speaker-name: M. LE PRÉSIDENT : — [1047, 1926, 1161, 1938]
paragraph-text: Messieurs, les bureaux arabes rendent d'immenses services; ils servent d'intermédiaires au gouvernement pour la direction de toutes les affaires arabes. Ces bureaux sont composés de jeunes officiers remplis de zèle, de talent, d'activité, qui, par une étude spéciale de la langue et des mœurs arabes, ont pu établir des rapports suivis entre le gouvernement et les Arabes. Cependant ces officiers n'ont rien de fixe dans leur position. Détachés des corps, leur situation n'est pas arrêtée, et, après avoir rendu d'importants services, ils sont rappelés tout d'un coup et retirés d'une carrière où ils sont fort utiles. — [50, 1135, 508, 1272]
paragraph-text: Il est un fait grave sur lequel le gouvernement n'a pas fourni d'explications; elles me paraissent cependant nécessaires: je veux parler de la confiscation des revenus de certaines écoles et de certains établissements religieux à Constantine. — [50, 574, 509, 637]
paragraph-text: ministre de la guerre, monte à la tribune, et lit une ordonnance qui retire le projet de loi sur les camps agricoles. (Exclamations et rires.) — [532, 2138, 990, 2186]
speaker-name: M. D'AUDIFFERT — [1047, 1618, 1138, 1630]
speech-paragraph — [532, 773, 990, 790]
paragraph-text: Plusieurs voix: Non! non! — [1047, 1502, 1209, 1518]
paragraph-text: C'est un acte de justice et de prudence pour tous, c'est un devoir pour le gouvernement comme pour les chrétiens de respecter la liberté des musulmans. Le gouvernement n'oubliera pas son devoir en ce qui concerne les intérêts religieux de l'armée ou de la population civile, mais il ne permettra pas qu'un zèle imprudent, je ne veux pas dire injuste, empiète sur la liberté de personne. (Très bien! très bien!) — [50, 180, 508, 271]
speech-paragraph — [50, 983, 508, 1043]
paragraph-text: dit en peu de mots que la loi n'est pas violée par l'état de choses qui existe en Afrique, que la liberté de la presse n'est pas possible en Afrique, et que l'opinion de la chambre répond certainement à ce sentiment. — [532, 1384, 990, 1447]
speech-paragraph — [1033, 1044, 1491, 1059]
speech-paragraph — [532, 637, 990, 697]
speech-paragraph — [50, 1058, 508, 1135]
speaker-name: M. GUSTAVE DE BEAUMONT : — [546, 793, 704, 805]
speaker-name: M. DE SALVANDY — [1047, 1958, 1146, 1970]
paragraph-text: La séance est ouverte à deux heures et quart. — [1047, 722, 1340, 738]
speech-paragraph — [1033, 1845, 1491, 1875]
speaker-name: M. GUIZOT — [546, 1388, 604, 1400]
speech-paragraph — [1033, 999, 1491, 1044]
paragraph-text: Le chapitre est adopté. — [64, 1836, 212, 1852]
paragraph-text: ministre de la guerre: Je remercie l'honorable membre des justes éloges qu'il vient d'accorder au personnel des bureaux arabes. Je puis lui dire que tant que les corps auxquels appartiennent les officiers des corps arabes sont en Algérie, ces officiers ne sont pas distraits de leurs occupations; mais je reconnais que la difficulté qu'il a signalée naît quand ces corps rentrent en France. Il y a là une grande difficulté à résoudre pour l'organisation des bureaux arabes. Faut-il en faire un corps spécial? Faut-il continuer de les prendre dans les corps? Il y a là, je le répète, une question dont le ministère de la guerre se préoccupe depuis long-temps, et qu'il cherche à résoudre. Mais je ne saurais encore prendre d'engagement vis-à-vis de la chambre à ce sujet. — [50, 1316, 508, 1500]
speech-paragraph — [532, 913, 990, 1126]
speech-paragraph — [1033, 1582, 1491, 1614]
speaker-name: M. LE PRÉSIDENT : — [1047, 1394, 1161, 1406]
paragraph-text: Il est affligeant qu'on traite ainsi comme un rebelle un illustre maréchal absent. Oh! oh! — Rires et murmures.) — [532, 1446, 990, 1479]
speech-paragraph — [1033, 753, 1491, 770]
speech-paragraph — [1033, 1754, 1491, 1814]
